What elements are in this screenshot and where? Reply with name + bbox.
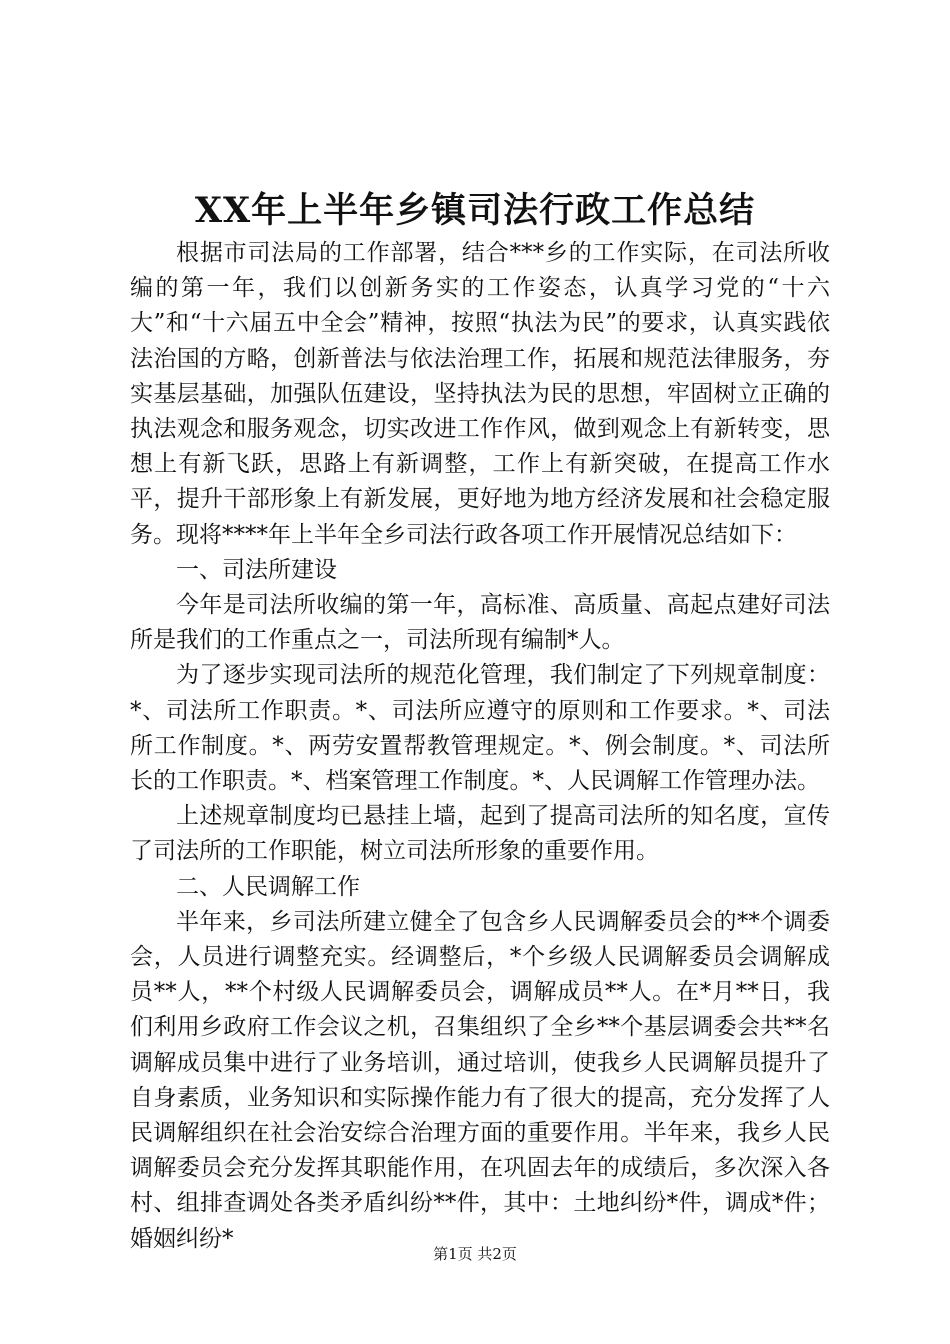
section-1-paragraph-3: 上述规章制度均已悬挂上墙，起到了提高司法所的知名度，宣传了司法所的工作职能，树立司法所形象的重要作用。 [130, 803, 830, 865]
intro-paragraph: 根据市司法局的工作部署，结合***乡的工作实际，在司法所收编的第一年，我们以创新务实的工作姿态，认真学习党的“十六大”和“十六届五中全会”精神，按照“执法为民”的要求，认真实践依法治国的方略，创新普法与依法治理工作，拓展和规范法律服务，夯实基层基础，加强队伍建设，坚持执法为民的思想，牢固树立正确的执法观念和服务观念，切实改进工作作风，做到观念上有新转变，思想上有新飞跃，思路上有新调整，工作上有新突破，在提高工作水平，提升干部形象上有新发展，更好地为地方经济发展和社会稳定服务。现将****年上半年全乡司法行政各项工作开展情况总结如下： [130, 240, 830, 548]
document-body [130, 236, 830, 1257]
document-title: XX年上半年乡镇司法行政工作总结 [194, 190, 756, 231]
section-2-paragraph-1: 半年来，乡司法所建立健全了包含乡人民调解委员会的**个调委会，人员进行调整充实。经调整后，*个乡级人民调解委员会调解成员**人，**个村级人民调解委员会，调解成员**人。在*月**日，我们利用乡政府工作会议之机，召集组织了全乡**个基层调委会共**名调解成员集中进行了业务培训，通过培训，使我乡人民调解员提升了自身素质，业务知识和实际操作能力有了很大的提高，充分发挥了人民调解组织在社会治安综合治理方面的重要作用。半年来，我乡人民调解委员会充分发挥其职能作用，在巩固去年的成绩后，多次深入各村、组排查调处各类矛盾纠纷**件，其中：土地纠纷*件，调成*件；婚姻纠纷* [130, 908, 830, 1252]
page-number-footer: 第1页 共2页 [433, 1245, 517, 1263]
section-1-paragraph-2: 为了逐步实现司法所的规范化管理，我们制定了下列规章制度：*、司法所工作职责。*、司法所应遵守的原则和工作要求。*、司法所工作制度。*、两劳安置帮教管理规定。*、例会制度。*、司法所长的工作职责。*、档案管理工作制度。*、人民调解工作管理办法。 [130, 662, 831, 795]
section-1-paragraph-1: 今年是司法所收编的第一年，高标准、高质量、高起点建好司法所是我们的工作重点之一，司法所现有编制*人。 [130, 592, 830, 654]
section-heading-2: 二、人民调解工作 [176, 873, 360, 900]
section-heading-1: 一、司法所建设 [176, 556, 337, 583]
